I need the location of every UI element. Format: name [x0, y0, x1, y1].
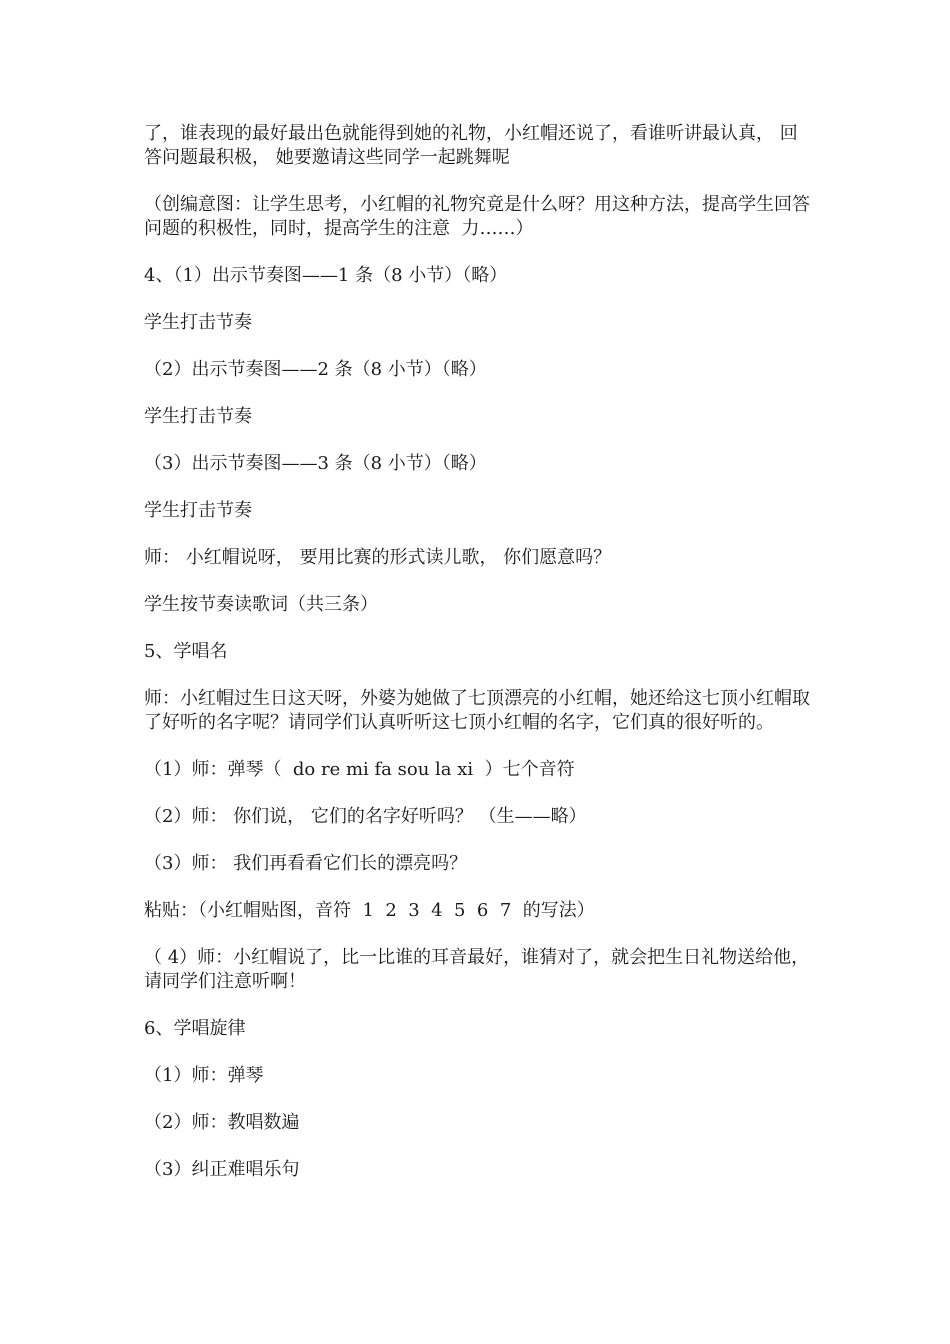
step-5-item-3: （3）师： 我们再看看它们长的漂亮吗？	[144, 853, 468, 874]
step-6-item-3: （3）纠正难唱乐句	[144, 1159, 300, 1180]
student-activity-3: 学生打击节奏	[144, 500, 252, 521]
step-5-heading: 5、学唱名	[144, 641, 228, 662]
step-6-heading: 6、学唱旋律	[144, 1018, 246, 1039]
teacher-line-competition: 师： 小红帽说呀， 要用比赛的形式读儿歌， 你们愿意吗？	[144, 547, 612, 568]
step-6-item-1: （1）师：弹琴	[144, 1065, 264, 1086]
teacher-story-paragraph: 师：小红帽过生日这天呀，外婆为她做了七顶漂亮的小红帽，她还给这七顶小红帽取了好听的名字呢？请同学们认真听听这七顶小红帽的名字，它们真的很好听的。	[144, 688, 810, 733]
paragraph-design-intent: （创编意图：让学生思考，小红帽的礼物究竟是什么呀？用这种方法，提高学生回答问题的积极性，同时，提高学生的注意 力……）	[144, 194, 810, 239]
student-activity-2: 学生打击节奏	[144, 406, 252, 427]
step-4-rhythm-2: （2）出示节奏图——2 条（8 小节）（略）	[144, 359, 487, 380]
step-4-rhythm-3: （3）出示节奏图——3 条（8 小节）（略）	[144, 453, 487, 474]
student-read-lyrics: 学生按节奏读歌词（共三条）	[144, 594, 378, 615]
student-activity-1: 学生打击节奏	[144, 312, 252, 333]
step-4-rhythm-1: 4、（1）出示节奏图——1 条（8 小节）（略）	[144, 265, 508, 286]
step-5-item-2: （2）师： 你们说， 它们的名字好听吗？ （生——略）	[144, 806, 587, 827]
step-5-item-1: （1）师：弹琴（ do re mi fa sou la xi ）七个音符	[144, 759, 575, 780]
document-body	[144, 122, 814, 1205]
step-6-item-2: （2）师：教唱数遍	[144, 1112, 300, 1133]
step-5-item-4: （ 4）师：小红帽说了，比一比谁的耳音最好，谁猜对了，就会把生日礼物送给他，请同学们注意听啊！	[144, 947, 810, 992]
paste-note: 粘贴：（小红帽贴图，音符 1 2 3 4 5 6 7 的写法）	[144, 900, 595, 921]
paragraph-intro-continued: 了，谁表现的最好最出色就能得到她的礼物，小红帽还说了，看谁听讲最认真， 回答问题最积极， 她要邀请这些同学一起跳舞呢	[144, 123, 798, 168]
